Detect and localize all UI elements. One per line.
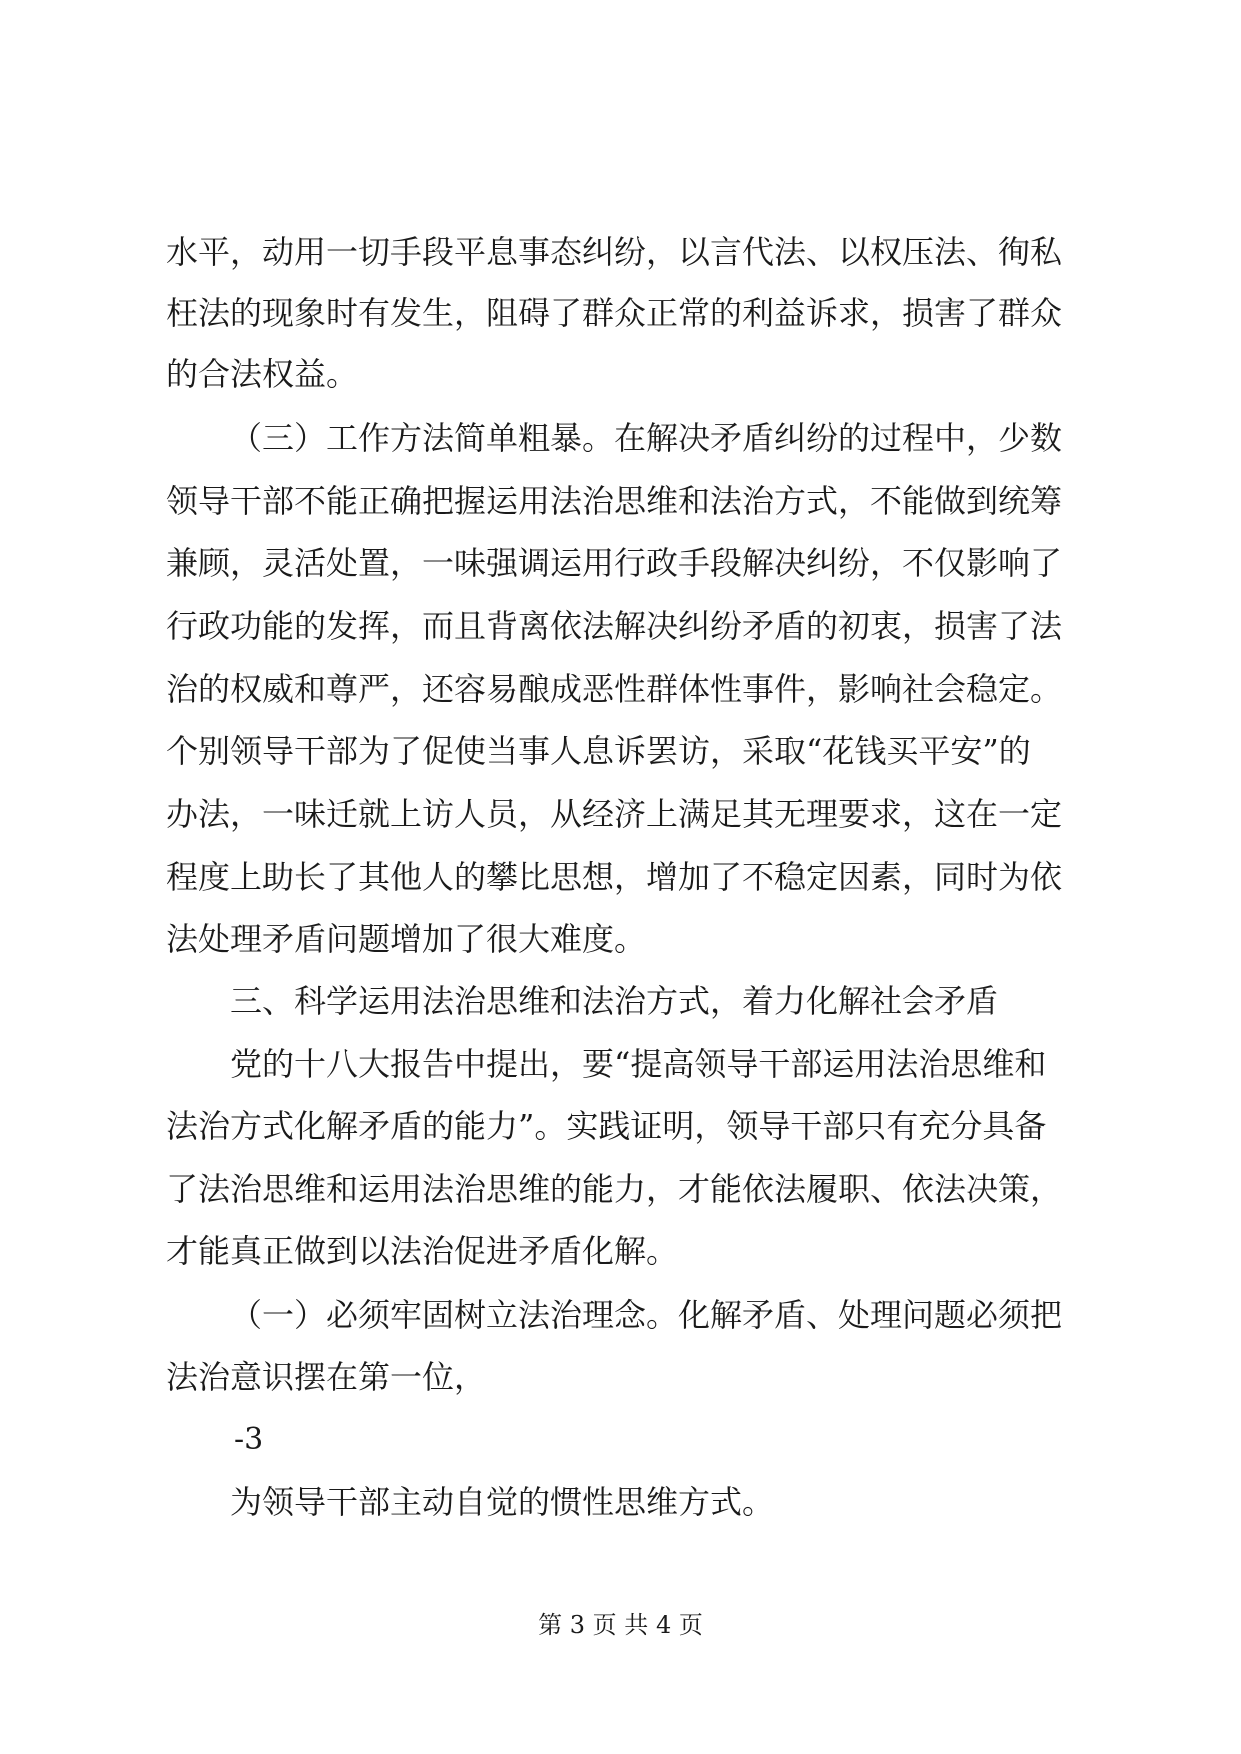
text-line: 法治意识摆在第一位，: [166, 1358, 487, 1396]
text-line: 个别领导干部为了促使当事人息诉罢访，采取“花钱买平安”的: [166, 732, 1031, 770]
text-line: 枉法的现象时有发生，阻碍了群众正常的利益诉求，损害了群众: [166, 294, 1063, 332]
page-footer: 第 3 页 共 4 页: [538, 1611, 703, 1639]
text-line: 的合法权益。: [166, 355, 359, 393]
page-marker: -3: [234, 1422, 264, 1457]
text-line: 兼顾，灵活处置，一味强调运用行政手段解决纠纷，不仅影响了: [166, 544, 1063, 582]
text-line: 才能真正做到以法治促进矛盾化解。: [166, 1232, 679, 1270]
text-line: （一）必须牢固树立法治理念。化解矛盾、处理问题必须把: [230, 1296, 1063, 1334]
text-line: 治的权威和尊严，还容易酿成恶性群体性事件，影响社会稳定。: [166, 670, 1063, 708]
text-line: 法处理矛盾问题增加了很大难度。: [166, 920, 647, 958]
continuation-line: 为领导干部主动自觉的惯性思维方式。: [230, 1483, 775, 1521]
text-line: 行政功能的发挥，而且背离依法解决纠纷矛盾的初衷，损害了法: [166, 607, 1063, 645]
text-line: 党的十八大报告中提出，要“提高领导干部运用法治思维和: [230, 1045, 1047, 1083]
text-line: 水平，动用一切手段平息事态纠纷，以言代法、以权压法、徇私: [166, 233, 1063, 271]
text-line: （三）工作方法简单粗暴。在解决矛盾纠纷的过程中，少数: [230, 419, 1063, 457]
text-line: 法治方式化解矛盾的能力”。实践证明，领导干部只有充分具备: [166, 1107, 1047, 1145]
text-line: 办法，一味迁就上访人员，从经济上满足其无理要求，这在一定: [166, 795, 1063, 833]
text-line: 了法治思维和运用法治思维的能力，才能依法履职、依法决策，: [166, 1170, 1063, 1208]
text-line: 领导干部不能正确把握运用法治思维和法治方式，不能做到统筹: [166, 482, 1063, 520]
section-heading: 三、科学运用法治思维和法治方式，着力化解社会矛盾: [230, 982, 999, 1020]
text-line: 程度上助长了其他人的攀比思想，增加了不稳定因素，同时为依: [166, 858, 1063, 896]
